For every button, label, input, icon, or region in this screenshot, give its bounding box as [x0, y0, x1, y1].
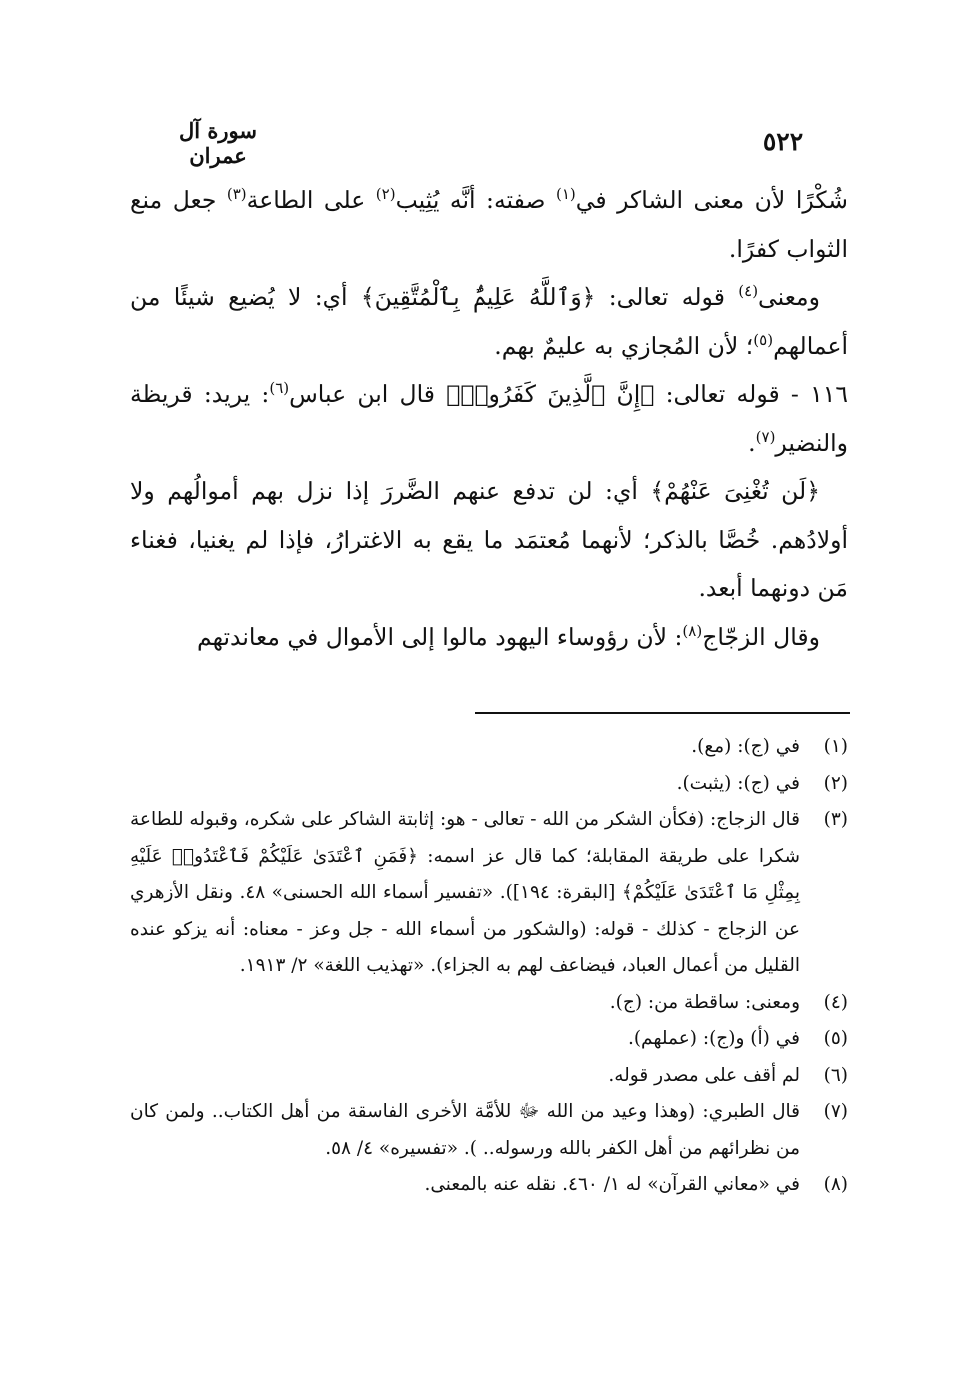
text-run: صفته: أنَّه يُثِيب [395, 186, 556, 214]
footnote-3 [130, 802, 848, 985]
footnote-text: قال الطبري: (وهذا وعيد من الله ﷻ للأمَّة الأخرى الفاسقة من أهل الكتاب.. ولمن كان من نظرائهم من أهل الكفر بالله ورسوله.. ). «تفسيره» ٤/ ٥٨. [130, 1101, 800, 1159]
text-run: ١١٦ - قوله تعالى: ﴿إِنَّ ٱلَّذِينَ كَفَرُوا۟﴾ قال ابن عباس [289, 380, 848, 408]
text-run: ومعنى [758, 283, 820, 311]
page-number: ٥٢٢ [762, 127, 804, 156]
footnote-text: في «معاني القرآن» له ١/ ٤٦٠. نقله عنه بالمعنى. [424, 1174, 800, 1195]
footnote-number: (٢) [823, 772, 848, 794]
footnote-text: ومعنى: ساقطة من: (ج). [609, 991, 800, 1013]
footnote-4 [130, 985, 848, 1022]
footnote-5 [130, 1021, 848, 1058]
text-run: شُكْرًا لأن معنى الشاكر في [575, 186, 848, 214]
text-run: على الطاعة [246, 186, 376, 214]
text-run: . [748, 428, 756, 457]
footnote-ref-5: (٥) [753, 330, 774, 349]
footnote-text: لم أقف على مصدر قوله. [608, 1064, 800, 1086]
main-text [130, 176, 848, 661]
footnotes [130, 729, 848, 1204]
footnote-number: (١) [823, 736, 848, 757]
footnote-7 [130, 1094, 848, 1167]
footnote-ref-3: (٣) [226, 185, 247, 203]
paragraph-5 [130, 613, 848, 662]
footnote-number: (٣) [823, 809, 848, 830]
footnote-6 [130, 1058, 848, 1095]
footnote-ref-6: (٦) [269, 379, 290, 397]
footnote-ref-1: (١) [555, 185, 576, 203]
running-header-title: سورة آل عمران [179, 118, 257, 168]
footnote-text: في (ج): (مع). [691, 736, 800, 757]
footnote-text: في (ج): (يثبت). [676, 772, 800, 794]
footnote-number: (٧) [823, 1101, 848, 1122]
footnote-text: في (أ) و(ج): (عملهم). [627, 1028, 800, 1049]
paragraph-3 [130, 370, 848, 467]
text-run: قوله تعالى: ﴿وَٱللَّهُ عَلِيمٌۢ بِٱلْمُتَّقِينَ﴾ أي: لا يُضيع شيئًا من أعمالهم [130, 283, 848, 360]
footnote-ref-2: (٢) [375, 185, 396, 203]
text-run: : يريد: قريظة والنضير [130, 380, 848, 457]
text-run: : لأن رؤوساء اليهود مالوا إلى الأموال في معاندتهم [196, 622, 683, 651]
paragraph-2 [130, 273, 848, 370]
footnote-number: (٦) [823, 1064, 848, 1086]
footnote-number: (٤) [823, 991, 848, 1013]
footnote-ref-4: (٤) [738, 282, 759, 300]
text-run: ؛ لأن المُجازي به عليمٌ بهم. [494, 331, 754, 360]
footnote-1 [130, 729, 848, 766]
footnote-divider [475, 712, 850, 714]
text-run: وقال الزجّاج [702, 622, 820, 651]
footnote-ref-7: (٧) [755, 427, 776, 446]
paragraph-4: ﴿لَن تُغْنِىَ عَنْهُمْ﴾ أي: لن تدفع عنهم الضَّررَ إذا نزل بهم أموالُهم ولا أولادُهم. خُصَّا بالذكر؛ لأنهما مُعتمَد ما يقع به الاغترارُ، فإذا لم يغنيا، فغناء مَن دونهما أبعد. [130, 477, 848, 602]
footnote-8 [130, 1167, 848, 1204]
footnote-number: (٨) [823, 1174, 848, 1195]
footnote-2 [130, 766, 848, 803]
footnote-text: قال الزجاج: (فكأن الشكر من الله - تعالى - هو: إثابتة الشاكر على شكره، وقبوله للطاعة شكرا على طريقة المقابلة؛ كما قال عز اسمه: ﴿فَمَنِ ٱعْتَدَىٰ عَلَيْكُمْ فَٱعْتَدُوا۟ عَلَيْهِ بِمِثْلِ مَا ٱعْتَدَىٰ عَلَيْكُمْ﴾ [البقرة: ١٩٤]). «تفسير أسماء الله الحسنى» ٤٨. ونقل الأزهري عن الزجاج - كذلك - قوله: (والشكور من أسماء الله - جل وعز - معناه: أنه يزكو عنده القليل من أعمال العباد، فيضاعف لهم به الجزاء). «تهذيب اللغة» ٢/ ١٩١٣. [130, 809, 800, 976]
footnote-ref-8: (٨) [682, 621, 703, 640]
footnote-number: (٥) [823, 1028, 848, 1049]
paragraph-1 [130, 176, 848, 273]
text-run: جعل منع الثواب كفرًا. [130, 186, 848, 263]
